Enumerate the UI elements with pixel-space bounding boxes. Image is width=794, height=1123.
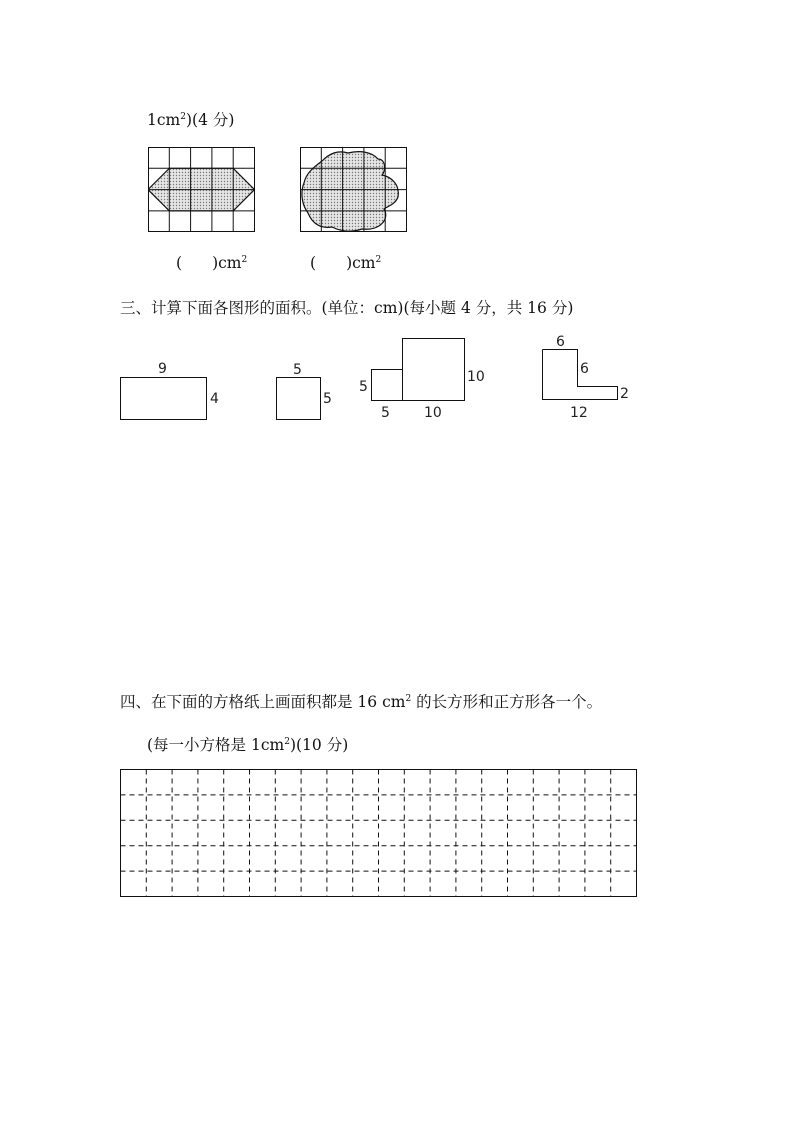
section3-title: 三、计算下面各图形的面积。(单位：cm)(每小题 4 分，共 16 分) bbox=[120, 299, 574, 317]
figure-composite-big bbox=[403, 339, 465, 401]
section3-figures bbox=[110, 330, 650, 430]
note-prefix: (每一小方格是 1cm bbox=[147, 736, 285, 754]
figure-square bbox=[277, 378, 321, 420]
answer-blank-2[interactable] bbox=[310, 254, 381, 272]
title-suffix: 的长方形和正方形各一个。 bbox=[411, 693, 603, 711]
title-prefix: 四、在下面的方格纸上画面积都是 16 cm bbox=[120, 693, 406, 711]
rect-side-label: 4 bbox=[210, 391, 219, 407]
section4-title bbox=[120, 690, 602, 712]
composite-small-bottom-label: 5 bbox=[381, 405, 390, 421]
paren-left: ( bbox=[310, 254, 317, 272]
grid-paper[interactable] bbox=[120, 769, 640, 899]
section4-note bbox=[147, 733, 348, 755]
composite-small-side-label: 5 bbox=[359, 379, 368, 395]
unit-sup: 2 bbox=[375, 255, 382, 265]
unit-cm: )cm bbox=[212, 254, 242, 272]
square-top-label: 5 bbox=[293, 362, 302, 378]
lshape-bottom-label: 12 bbox=[570, 405, 588, 421]
unit-cm: )cm bbox=[346, 254, 376, 272]
score-text: )(4 分) bbox=[185, 111, 235, 129]
figure-rectangle bbox=[121, 378, 207, 420]
rect-top-label: 9 bbox=[158, 361, 167, 377]
unit-text: 1cm bbox=[147, 111, 181, 129]
figure-composite-small bbox=[372, 370, 403, 401]
square-side-label: 5 bbox=[323, 391, 332, 407]
lshape-top-label: 6 bbox=[556, 334, 565, 350]
lshape-inner-label: 6 bbox=[580, 361, 589, 377]
lshape-side-label: 2 bbox=[620, 386, 629, 402]
blob-shape bbox=[302, 152, 398, 232]
note-suffix: )(10 分) bbox=[289, 736, 349, 754]
note-sup: 2 bbox=[284, 737, 290, 747]
answer-blank-1[interactable] bbox=[176, 254, 247, 272]
grid-figure-octagon bbox=[148, 147, 258, 233]
composite-big-side-label: 10 bbox=[467, 369, 485, 385]
grid-lines bbox=[148, 147, 255, 232]
title-sup: 2 bbox=[405, 694, 412, 704]
grid-figure-blob bbox=[300, 147, 410, 233]
paren-left: ( bbox=[176, 254, 183, 272]
unit-sup: 2 bbox=[180, 112, 186, 122]
unit-sup: 2 bbox=[241, 255, 248, 265]
composite-big-bottom-label: 10 bbox=[424, 405, 442, 421]
section2-unit-line bbox=[147, 108, 234, 130]
